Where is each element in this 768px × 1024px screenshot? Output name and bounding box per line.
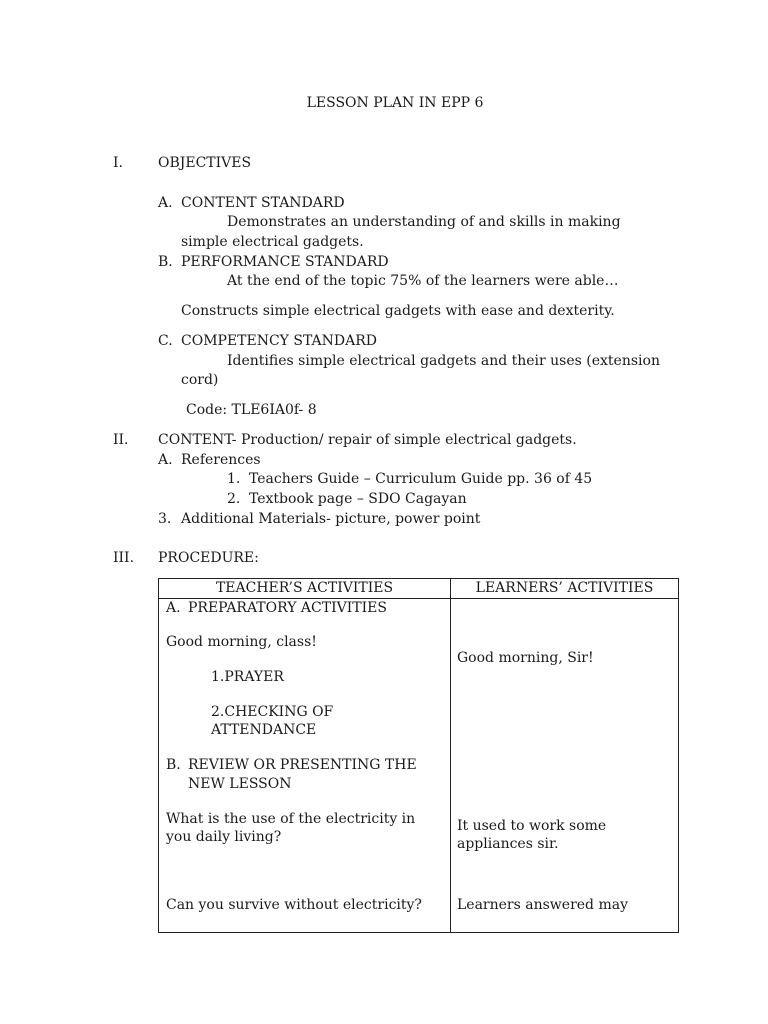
section-2-number: II. [113,432,129,448]
performance-standard-text: At the end of the topic 75% of the learners were able… [227,273,619,289]
learner-answer-1: It used to work some [457,818,607,834]
competency-code: Code: TLE6IA0f- 8 [186,402,317,418]
additional-materials-number: 3. [158,511,172,527]
checking-attendance-item-cont: ATTENDANCE [211,722,317,738]
competency-standard-heading: COMPETENCY STANDARD [181,333,377,349]
content-standard-label: A. [158,195,173,211]
section-3-heading: PROCEDURE: [158,550,259,566]
learner-answer-2: Learners answered may [457,897,628,913]
section-3-number: III. [113,550,135,566]
section-2-heading: CONTENT- Production/ repair of simple electrical gadgets. [158,432,577,448]
review-heading: REVIEW OR PRESENTING THE [188,757,417,773]
competency-standard-text: Identifies simple electrical gadgets and their uses (extension [227,353,660,369]
teacher-activities-header: TEACHER’S ACTIVITIES [159,579,451,599]
teacher-question-2: Can you survive without electricity? [166,897,422,913]
learners-activities-cell [451,599,679,933]
teacher-activities-cell [159,599,451,933]
table-row [159,599,679,933]
procedure-table [158,578,679,933]
reference-2-text: Textbook page – SDO Cagayan [249,491,467,507]
competency-standard-label: C. [158,333,173,349]
teacher-greeting: Good morning, class! [166,634,317,650]
preparatory-label: A. [166,600,181,616]
references-label: A. [158,452,173,468]
review-label: B. [166,757,181,773]
learner-greeting: Good morning, Sir! [457,650,594,666]
content-standard-text: Demonstrates an understanding of and skills in making [227,214,621,230]
page-title: LESSON PLAN IN EPP 6 [306,95,484,111]
prayer-item: 1.PRAYER [211,669,284,685]
teacher-question-1-cont: you daily living? [166,829,282,845]
learner-answer-1-cont: appliances sir. [457,836,559,852]
additional-materials-text: Additional Materials- picture, power point [181,511,481,527]
teacher-question-1: What is the use of the electricity in [166,811,416,827]
preparatory-heading: PREPARATORY ACTIVITIES [188,600,387,616]
reference-1-text: Teachers Guide – Curriculum Guide pp. 36 of 45 [249,471,593,487]
performance-standard-label: B. [158,254,173,270]
performance-standard-heading: PERFORMANCE STANDARD [181,254,389,270]
reference-1-number: 1. [227,471,241,487]
reference-2-number: 2. [227,491,241,507]
review-heading-cont: NEW LESSON [188,776,292,792]
content-standard-text-cont: simple electrical gadgets. [181,234,364,250]
content-standard-heading: CONTENT STANDARD [181,195,345,211]
checking-attendance-item: 2.CHECKING OF [211,704,334,720]
performance-standard-objective: Constructs simple electrical gadgets with ease and dexterity. [181,303,615,319]
section-1-heading: OBJECTIVES [158,155,252,171]
references-heading: References [181,452,261,468]
table-header-row [159,579,679,599]
learners-activities-header: LEARNERS’ ACTIVITIES [451,579,679,599]
competency-standard-text-cont: cord) [181,372,219,388]
section-1-number: I. [113,155,123,171]
